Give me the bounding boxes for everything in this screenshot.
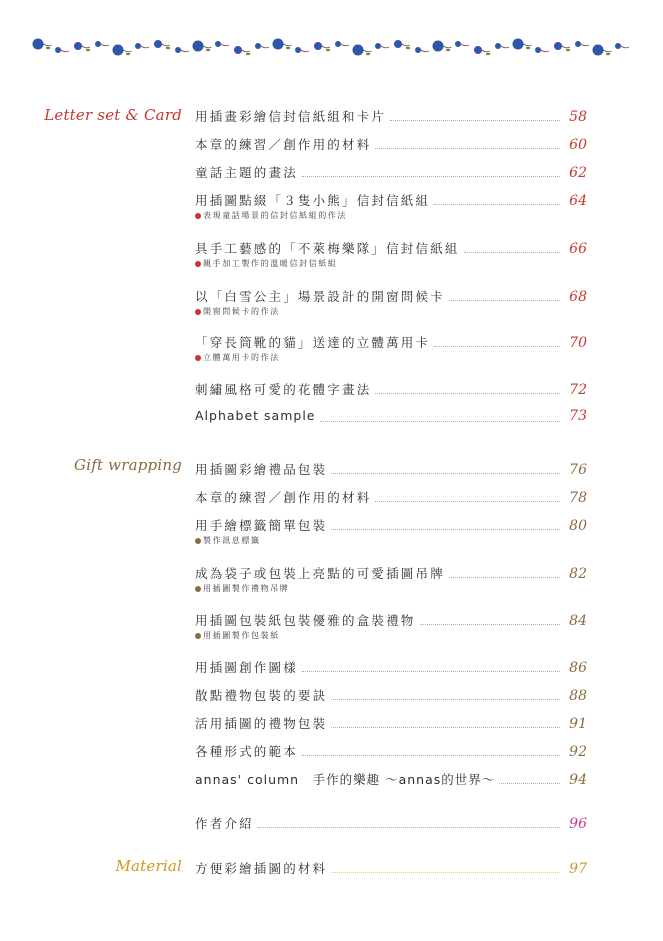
dotted-leader (375, 500, 560, 502)
toc-page-number: 91 (569, 716, 587, 732)
toc-entry-title: 用插圖創作圖樣 (195, 660, 298, 675)
toc-entry-title: 用插圖彩繪禮品包裝 (195, 462, 328, 477)
bullet-dot-icon (195, 355, 201, 361)
toc-page-number: 58 (569, 109, 587, 125)
toc-entry-subtitle (195, 535, 587, 546)
dotted-leader (375, 147, 560, 149)
toc-page-number: 88 (569, 688, 587, 704)
toc-entry[interactable] (195, 488, 587, 508)
toc-entry-title: 刺繡風格可愛的花體字畫法 (195, 382, 372, 397)
dotted-leader (320, 420, 561, 422)
toc-page-number: 66 (569, 241, 587, 257)
toc-entry-subtitle-text: 用插圖製作包裝紙 (203, 631, 280, 640)
toc-entry-row (195, 191, 587, 211)
dotted-leader (390, 119, 560, 121)
toc-entry-row (195, 408, 587, 428)
bullet-dot-icon (195, 586, 201, 592)
toc-entry-subtitle (195, 352, 587, 363)
toc-entry[interactable] (195, 163, 587, 183)
dotted-leader (302, 175, 560, 177)
toc-entry-row (195, 742, 587, 762)
toc-entry[interactable] (195, 564, 587, 594)
toc-entry-row (195, 287, 587, 307)
toc-entry-title: 活用插圖的禮物包裝 (195, 716, 328, 731)
toc-page-number: 68 (569, 289, 587, 305)
toc-entry-row (195, 686, 587, 706)
toc-page-number: 78 (569, 490, 587, 506)
toc-entry-subtitle-text: 開窗問候卡的作法 (203, 307, 280, 316)
bullet-dot-icon (195, 538, 201, 544)
toc-entry[interactable] (195, 333, 587, 363)
bullet-dot-icon (195, 261, 201, 267)
toc-page-number: 70 (569, 335, 587, 351)
toc-page-number: 73 (569, 408, 587, 424)
toc-entry-row (195, 611, 587, 631)
toc-entry-row (195, 814, 587, 834)
toc-page-number: 76 (569, 462, 587, 478)
toc-entry-title: 用手繪標籤簡單包裝 (195, 518, 328, 533)
toc-entry-title: 作者介紹 (195, 816, 254, 831)
toc-page-number: 97 (569, 861, 587, 877)
toc-entry[interactable] (195, 380, 587, 400)
toc-entry[interactable] (195, 107, 587, 127)
toc-entry-subtitle-text: 用插圖製作禮物吊牌 (203, 584, 290, 593)
dotted-leader (258, 826, 560, 828)
dotted-leader (449, 576, 560, 578)
toc-page-number: 62 (569, 165, 587, 181)
bullet-dot-icon (195, 309, 201, 315)
toc-entry-title: 成為袋子或包裝上亮點的可愛插圖吊牌 (195, 566, 445, 581)
blueberry-vine-border-icon (30, 36, 630, 60)
dotted-leader (499, 782, 560, 784)
section-label-material: Material (115, 857, 182, 875)
toc-entry-title: 本章的練習／創作用的材料 (195, 490, 372, 505)
toc-entry-row (195, 380, 587, 400)
toc-entry[interactable] (195, 814, 587, 834)
toc-entry-subtitle (195, 630, 587, 641)
dotted-leader (464, 251, 560, 253)
toc-entry[interactable] (195, 742, 587, 762)
toc-entry-title: annas' column 手作的樂趣 ～annas的世界～ (195, 772, 496, 787)
toc-page-number: 92 (569, 744, 587, 760)
toc-entry-subtitle (195, 583, 587, 594)
toc-entry-row (195, 239, 587, 259)
toc-entry-row (195, 488, 587, 508)
toc-entry-row (195, 460, 587, 480)
dotted-leader (434, 203, 560, 205)
toc-entry-row (195, 135, 587, 155)
bullet-dot-icon (195, 633, 201, 639)
toc-page-number: 84 (569, 613, 587, 629)
toc-entry-subtitle-text: 親手加工製作的溫暖信封信紙組 (203, 259, 338, 268)
dotted-leader (302, 754, 560, 756)
toc-entry-row (195, 333, 587, 353)
toc-entry-row (195, 107, 587, 127)
dotted-leader (302, 670, 560, 672)
dotted-leader (375, 392, 560, 394)
toc-entry-title: 散點禮物包裝的要訣 (195, 688, 328, 703)
dotted-leader (420, 623, 560, 625)
toc-entry-row (195, 516, 587, 536)
toc-entry-row (195, 714, 587, 734)
dotted-leader (331, 528, 560, 530)
toc-entry-title: 以「白雪公主」場景設計的開窗問候卡 (195, 289, 445, 304)
toc-entry-subtitle-text: 立體萬用卡的作法 (203, 353, 280, 362)
toc-entry-title: 童話主題的畫法 (195, 165, 298, 180)
toc-entry[interactable] (195, 408, 587, 428)
toc-page-number: 64 (569, 193, 587, 209)
toc-entry[interactable] (195, 239, 587, 269)
dotted-leader (449, 299, 560, 301)
toc-entry[interactable] (195, 516, 587, 546)
toc-entry-row (195, 564, 587, 584)
dotted-leader (331, 698, 560, 700)
toc-entry-row (195, 163, 587, 183)
toc-page-number: 82 (569, 566, 587, 582)
toc-entry-subtitle-text: 製作訊息標籤 (203, 536, 261, 545)
toc-entry-title: 「穿長筒靴的貓」送達的立體萬用卡 (195, 335, 431, 350)
toc-entry[interactable] (195, 658, 587, 678)
toc-page-number: 80 (569, 518, 587, 534)
bullet-dot-icon (195, 213, 201, 219)
toc-entry[interactable] (195, 287, 587, 317)
toc-entry-title: 具手工藝感的「不萊梅樂隊」信封信紙組 (195, 241, 460, 256)
dotted-leader (434, 345, 560, 347)
toc-entry[interactable] (195, 859, 587, 879)
toc-entry[interactable] (195, 770, 587, 790)
toc-entry[interactable] (195, 611, 587, 641)
toc-entry[interactable] (195, 460, 587, 480)
toc-entry-row (195, 658, 587, 678)
toc-page-number: 60 (569, 137, 587, 153)
toc-entry-subtitle (195, 306, 587, 317)
toc-page-number: 94 (569, 772, 587, 788)
toc-page-number: 72 (569, 382, 587, 398)
toc-page-number: 86 (569, 660, 587, 676)
toc-entry-subtitle (195, 258, 587, 269)
toc-entry-title: 用插圖包裝紙包裝優雅的盒裝禮物 (195, 613, 416, 628)
toc-entry-row (195, 770, 587, 790)
toc-entry-title: 用插圖點綴「３隻小熊」信封信紙組 (195, 193, 431, 208)
toc-entry-row (195, 859, 587, 879)
toc-entry-subtitle-text: 表現童話場景的信封信紙組的作法 (203, 211, 347, 220)
toc-entry-title: 各種形式的範本 (195, 744, 298, 759)
section-label-letter-set-card: Letter set & Card (44, 106, 182, 124)
toc-entry-title: Alphabet sample (195, 408, 316, 423)
toc-entry-subtitle (195, 210, 587, 221)
dotted-leader (331, 871, 560, 873)
toc-entry[interactable] (195, 191, 587, 221)
toc-entry[interactable] (195, 686, 587, 706)
section-label-gift-wrapping: Gift wrapping (74, 456, 182, 474)
toc-entry-title: 本章的練習／創作用的材料 (195, 137, 372, 152)
toc-entry-title: 用插畫彩繪信封信紙組和卡片 (195, 109, 387, 124)
toc-entry[interactable] (195, 135, 587, 155)
toc-entry[interactable] (195, 714, 587, 734)
dotted-leader (331, 472, 560, 474)
dotted-leader (331, 726, 560, 728)
toc-page-number: 96 (569, 816, 587, 832)
toc-entry-title: 方便彩繪插圖的材料 (195, 861, 328, 876)
